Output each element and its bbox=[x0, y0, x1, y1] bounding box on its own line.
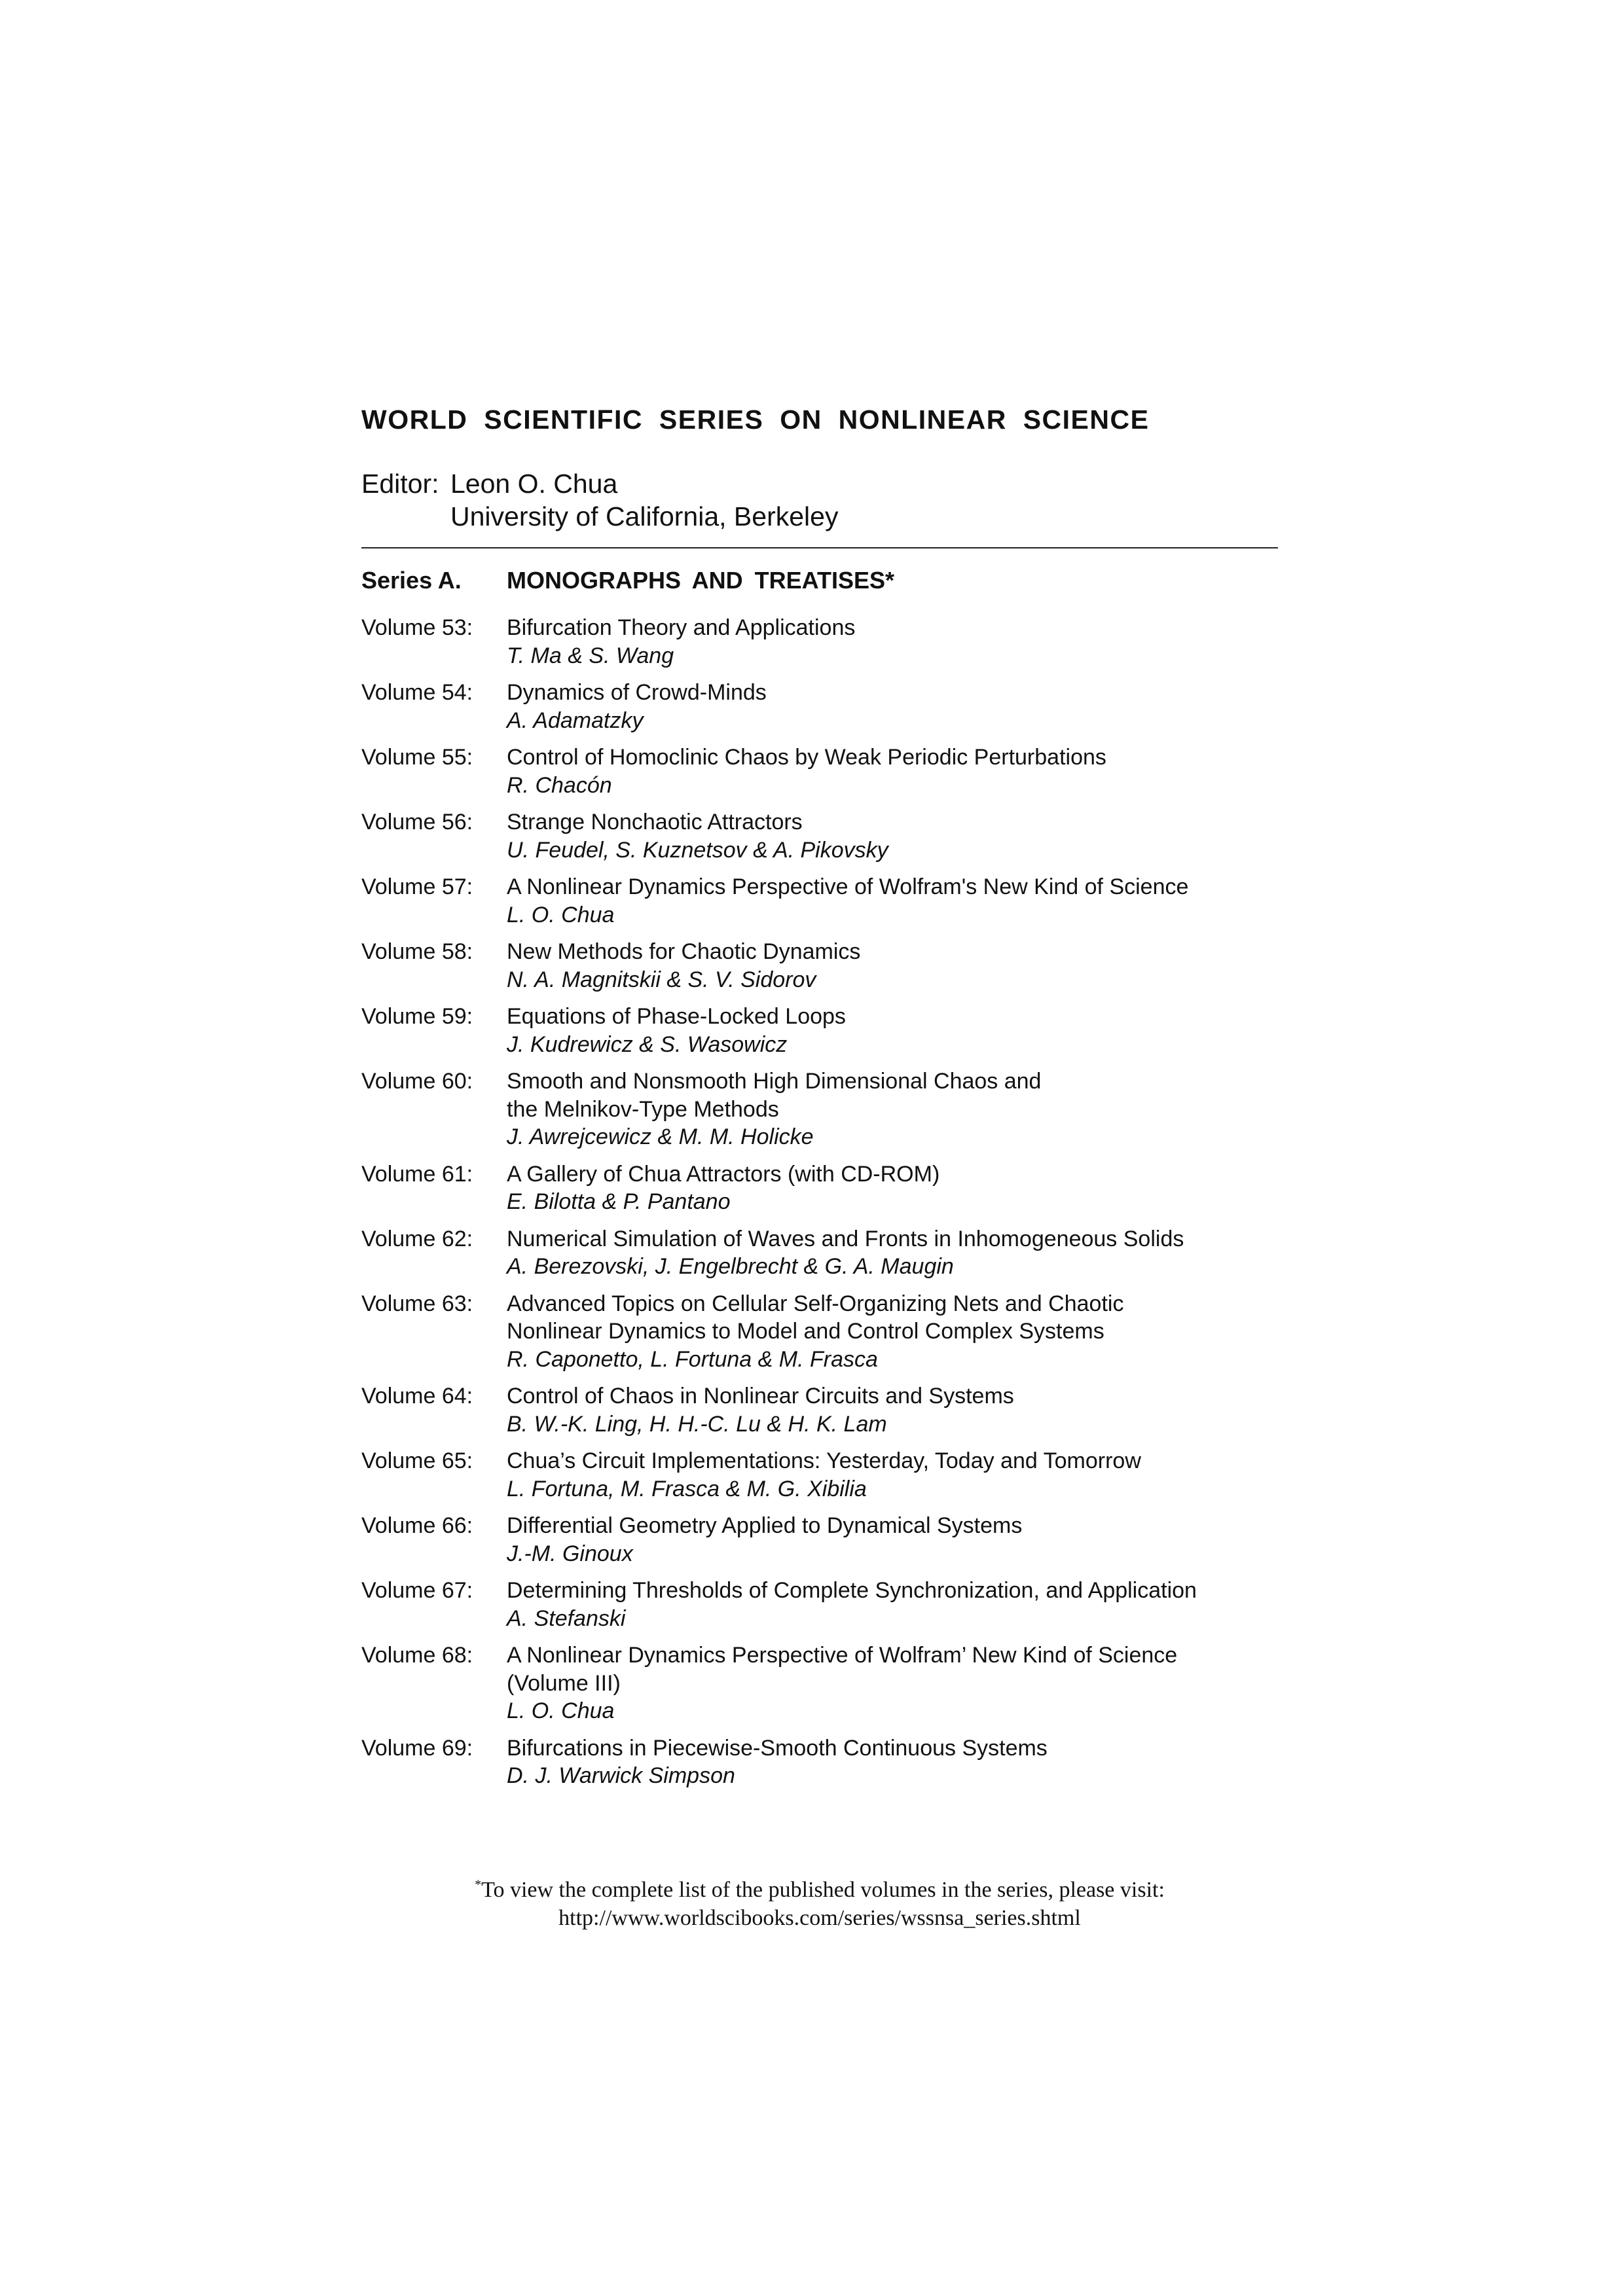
volume-authors: A. Berezovski, J. Engelbrecht & G. A. Maugin bbox=[507, 1254, 954, 1279]
footnote-marker: * bbox=[475, 1877, 482, 1892]
section-code: Series A. bbox=[361, 567, 462, 594]
volume-entry bbox=[361, 1382, 1311, 1438]
section-name: MONOGRAPHS AND TREATISES* bbox=[507, 567, 895, 594]
volume-title: Equations of Phase-Locked Loops bbox=[507, 1004, 846, 1029]
volume-title: Control of Chaos in Nonlinear Circuits and Systems bbox=[507, 1384, 1014, 1408]
volume-authors: B. W.-K. Ling, H. H.-C. Lu & H. K. Lam bbox=[507, 1411, 887, 1437]
volume-authors: R. Caponetto, L. Fortuna & M. Frasca bbox=[507, 1346, 878, 1372]
volume-number: Volume 58: bbox=[361, 939, 473, 964]
volume-title: Strange Nonchaotic Attractors bbox=[507, 810, 803, 834]
volume-entry bbox=[361, 1447, 1311, 1503]
volume-authors: A. Stefanski bbox=[507, 1605, 626, 1631]
volume-number: Volume 66: bbox=[361, 1513, 473, 1538]
volume-entry bbox=[361, 1577, 1311, 1632]
volume-number: Volume 54: bbox=[361, 680, 473, 705]
editor-label: Editor: bbox=[361, 469, 439, 499]
volume-number: Volume 64: bbox=[361, 1384, 473, 1408]
volume-number: Volume 55: bbox=[361, 745, 473, 770]
volume-number: Volume 62: bbox=[361, 1226, 473, 1251]
volume-number: Volume 68: bbox=[361, 1643, 473, 1668]
volume-title: Bifurcations in Piecewise-Smooth Continuous Systems bbox=[507, 1735, 1048, 1761]
volume-number: Volume 60: bbox=[361, 1069, 473, 1094]
volume-authors: L. O. Chua bbox=[507, 1698, 615, 1723]
series-title: WORLD SCIENTIFIC SERIES ON NONLINEAR SCIENCE bbox=[361, 404, 1150, 435]
volume-title: Dynamics of Crowd-Minds bbox=[507, 680, 767, 705]
volume-entry bbox=[361, 1734, 1311, 1790]
volume-entry bbox=[361, 679, 1311, 734]
volume-authors: T. Ma & S. Wang bbox=[507, 643, 674, 668]
volume-authors: U. Feudel, S. Kuznetsov & A. Pikovsky bbox=[507, 837, 888, 863]
volume-number: Volume 56: bbox=[361, 810, 473, 834]
footnote-text: To view the complete list of the published volumes in the series, please visit: bbox=[481, 1878, 1165, 1902]
editor-affiliation: University of California, Berkeley bbox=[450, 501, 839, 531]
volume-number: Volume 65: bbox=[361, 1448, 473, 1473]
volume-entry bbox=[361, 744, 1311, 799]
volume-title: Numerical Simulation of Waves and Fronts in Inhomogeneous Solids bbox=[507, 1226, 1184, 1251]
volume-authors: N. A. Magnitskii & S. V. Sidorov bbox=[507, 967, 816, 992]
volume-number: Volume 59: bbox=[361, 1004, 473, 1029]
volume-authors: L. O. Chua bbox=[507, 902, 615, 927]
volume-entry bbox=[361, 1225, 1311, 1281]
volume-authors: D. J. Warwick Simpson bbox=[507, 1763, 735, 1788]
volume-title: A Nonlinear Dynamics Perspective of Wolfram's New Kind of Science bbox=[507, 874, 1189, 899]
volume-title: A Nonlinear Dynamics Perspective of Wolfram’ New Kind of Science (Volume III) bbox=[507, 1643, 1178, 1696]
volume-title: A Gallery of Chua Attractors (with CD-ROM) bbox=[507, 1161, 940, 1187]
volume-title: Bifurcation Theory and Applications bbox=[507, 615, 856, 640]
volume-title: Differential Geometry Applied to Dynamical Systems bbox=[507, 1513, 1023, 1538]
volume-entry bbox=[361, 1641, 1311, 1725]
volume-authors: E. Bilotta & P. Pantano bbox=[507, 1189, 731, 1214]
volume-entry bbox=[361, 1003, 1311, 1058]
volume-number: Volume 63: bbox=[361, 1291, 473, 1316]
volume-title: Advanced Topics on Cellular Self-Organizing Nets and Chaotic Nonlinear Dynamics to Model and Control Complex Systems bbox=[507, 1291, 1124, 1344]
volume-entry bbox=[361, 1067, 1311, 1151]
volume-number: Volume 69: bbox=[361, 1735, 473, 1761]
volume-number: Volume 67: bbox=[361, 1578, 473, 1603]
volume-title: Chua’s Circuit Implementations: Yesterday, Today and Tomorrow bbox=[507, 1448, 1141, 1473]
section-heading bbox=[361, 567, 894, 594]
footnote bbox=[361, 1876, 1278, 1932]
volume-list bbox=[361, 614, 1311, 1799]
volume-title: Smooth and Nonsmooth High Dimensional Chaos and the Melnikov-Type Methods bbox=[507, 1069, 1042, 1122]
volume-entry bbox=[361, 1290, 1311, 1374]
volume-authors: J.-M. Ginoux bbox=[507, 1541, 633, 1566]
editor-block bbox=[361, 467, 838, 533]
volume-title: New Methods for Chaotic Dynamics bbox=[507, 939, 861, 964]
volume-entry bbox=[361, 808, 1311, 864]
volume-number: Volume 53: bbox=[361, 615, 473, 640]
volume-number: Volume 61: bbox=[361, 1161, 473, 1187]
horizontal-rule bbox=[361, 547, 1278, 548]
editor-name: Leon O. Chua bbox=[450, 469, 618, 499]
volume-entry bbox=[361, 873, 1311, 929]
volume-authors: L. Fortuna, M. Frasca & M. G. Xibilia bbox=[507, 1476, 867, 1501]
volume-authors: R. Chacón bbox=[507, 772, 612, 798]
volume-entry bbox=[361, 1160, 1311, 1216]
volume-entry bbox=[361, 1512, 1311, 1568]
volume-number: Volume 57: bbox=[361, 874, 473, 899]
volume-authors: A. Adamatzky bbox=[507, 708, 644, 733]
volume-authors: J. Awrejcewicz & M. M. Holicke bbox=[507, 1124, 814, 1149]
volume-entry bbox=[361, 614, 1311, 670]
series-url: http://www.worldscibooks.com/series/wssnsa_series.shtml bbox=[558, 1906, 1081, 1930]
volume-entry bbox=[361, 938, 1311, 994]
volume-authors: J. Kudrewicz & S. Wasowicz bbox=[507, 1031, 788, 1057]
volume-title: Control of Homoclinic Chaos by Weak Periodic Perturbations bbox=[507, 745, 1106, 770]
volume-title: Determining Thresholds of Complete Synchronization, and Application bbox=[507, 1578, 1197, 1603]
